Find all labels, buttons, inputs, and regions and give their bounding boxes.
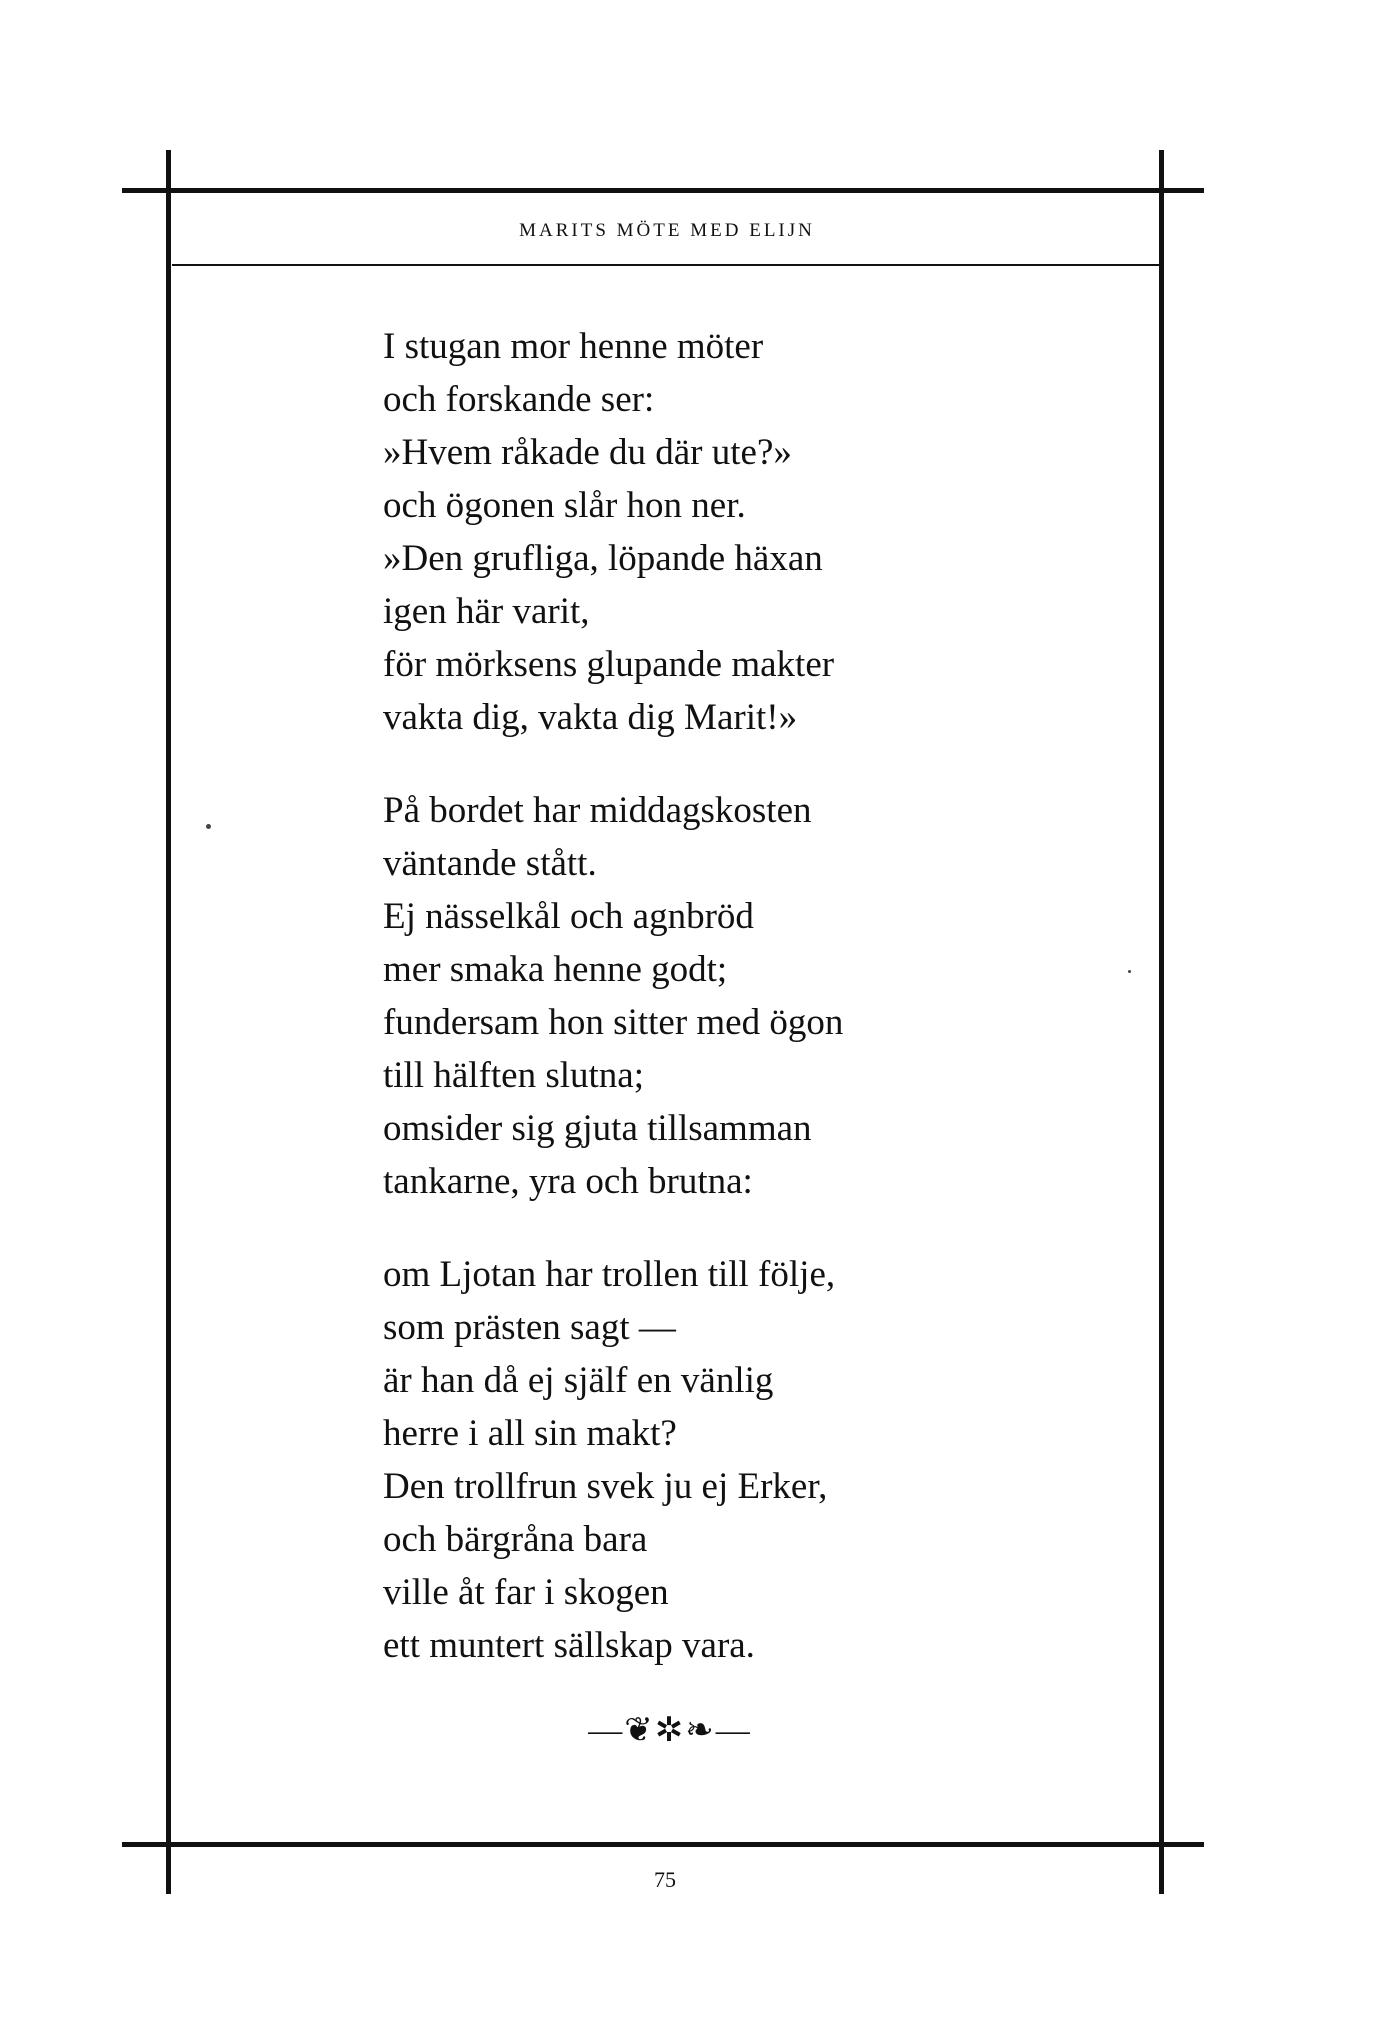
stanza: [383, 784, 1143, 1208]
header-rule: [172, 264, 1162, 266]
frame-right-rule: [1159, 150, 1164, 1894]
verse-line: ville åt far i skogen: [383, 1572, 669, 1613]
running-title: MARITS MÖTE MED ELIJN: [519, 220, 815, 241]
verse-line: är han då ej själf en vänlig: [383, 1360, 774, 1401]
verse-line: Den trollfrun svek ju ej Erker,: [383, 1466, 828, 1507]
scan-speck: [1128, 970, 1131, 973]
stanza: [383, 1248, 1143, 1672]
verse-line: fundersam hon sitter med ögon: [383, 1002, 844, 1043]
verse-line: herre i all sin makt?: [383, 1413, 677, 1454]
poem: [383, 320, 1143, 1672]
ornament-divider: —❦✲❧—: [588, 1712, 752, 1749]
verse-line: och ögonen slår hon ner.: [383, 485, 746, 526]
verse-line: omsider sig gjuta tillsamman: [383, 1108, 812, 1149]
verse-line: tankarne, yra och brutna:: [383, 1161, 753, 1202]
verse-line: vakta dig, vakta dig Marit!»: [383, 697, 798, 738]
scan-speck: [206, 824, 211, 829]
verse-line: »Hvem råkade du där ute?»: [383, 432, 792, 473]
verse-line: väntande stått.: [383, 843, 597, 884]
verse-line: mer smaka henne godt;: [383, 949, 728, 990]
verse-line: som prästen sagt —: [383, 1307, 676, 1348]
frame-bottom-rule: [122, 1842, 1204, 1847]
verse-line: Ej nässelkål och agnbröd: [383, 896, 754, 937]
verse-line: igen här varit,: [383, 591, 590, 632]
verse-line: På bordet har middagskosten: [383, 790, 812, 831]
verse-line: till hälften slutna;: [383, 1055, 645, 1096]
frame-top-rule: [122, 188, 1204, 193]
verse-line: för mörksens glupande makter: [383, 644, 835, 685]
stanza: [383, 320, 1143, 744]
verse-line: och forskande ser:: [383, 379, 655, 420]
page-number: 75: [654, 1867, 676, 1892]
verse-line: »Den grufliga, löpande häxan: [383, 538, 823, 579]
verse-line: och bärgråna bara: [383, 1519, 648, 1560]
verse-line: ett muntert sällskap vara.: [383, 1625, 755, 1666]
verse-line: om Ljotan har trollen till följe,: [383, 1254, 836, 1295]
frame-left-rule: [166, 150, 171, 1894]
verse-line: I stugan mor henne möter: [383, 326, 764, 367]
